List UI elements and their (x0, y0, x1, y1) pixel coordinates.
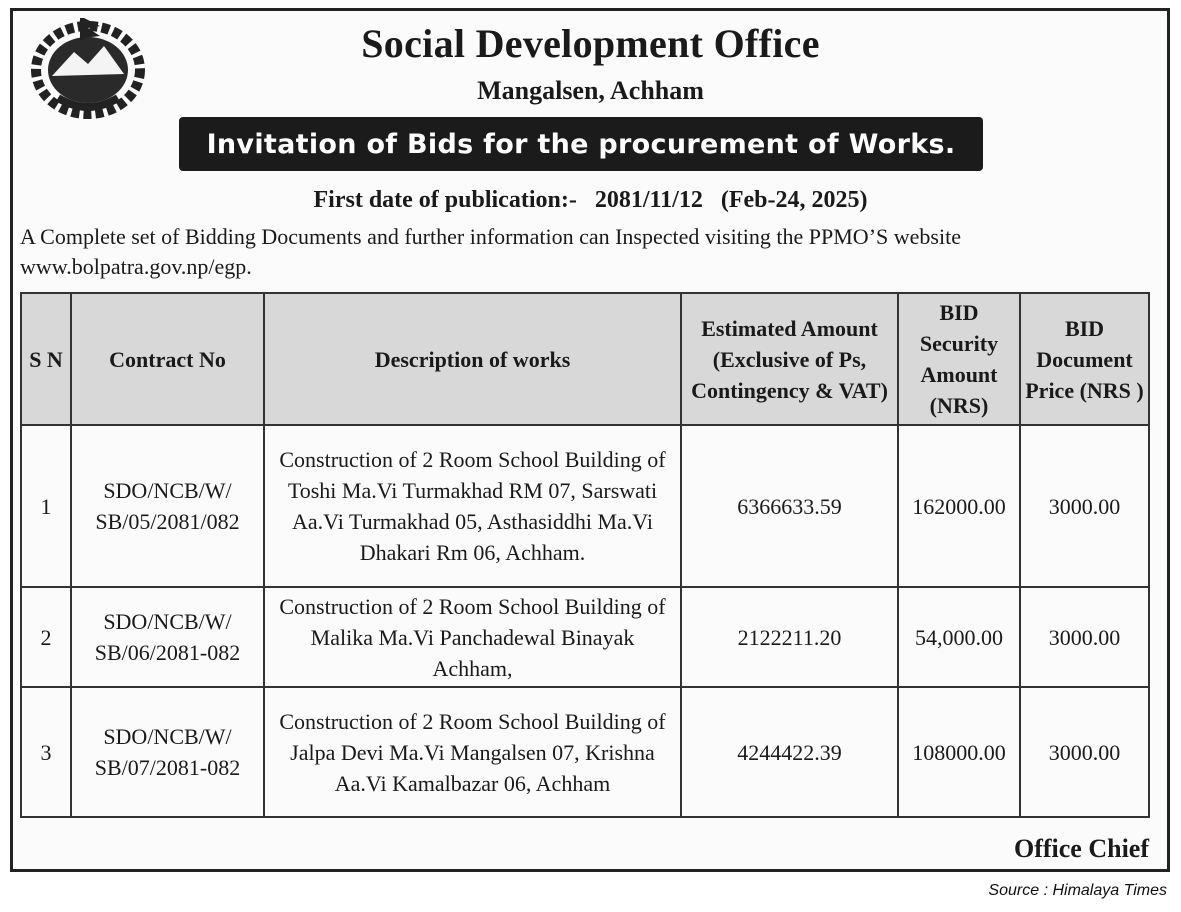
table-row (21, 687, 1149, 817)
signature-office-chief: Office Chief (1013, 834, 1149, 863)
cell-estimated-amount: 2122211.20 (681, 587, 898, 687)
bids-table (20, 292, 1150, 818)
cell-contract-no: SDO/NCB/W/ SB/07/2081-082 (71, 687, 264, 817)
cell-contract-no: SDO/NCB/W/ SB/06/2081-082 (71, 587, 264, 687)
table-row (21, 587, 1149, 687)
cell-description: Construction of 2 Room School Building of Malika Ma.Vi Panchadewal Binayak Achham, (264, 587, 681, 687)
publication-date-ad: (Feb-24, 2025) (720, 187, 868, 213)
source-credit: Source : Himalaya Times (988, 882, 1167, 899)
publication-date-line (0, 187, 1181, 214)
header-sn: S N (21, 293, 71, 425)
cell-estimated-amount: 4244422.39 (681, 687, 898, 817)
office-name: Social Development Office (361, 21, 820, 66)
cell-document-price: 3000.00 (1020, 687, 1149, 817)
cell-sn: 2 (21, 587, 71, 687)
office-location: Mangalsen, Achham (477, 76, 704, 105)
table-header-row (21, 293, 1149, 425)
cell-description: Construction of 2 Room School Building of Toshi Ma.Vi Turmakhad RM 07, Sarswati Aa.Vi Turmakhad 05, Asthasiddhi Ma.Vi Dhakari Rm 06, Achham. (264, 425, 681, 587)
cell-contract-no: SDO/NCB/W/ SB/05/2081/082 (71, 425, 264, 587)
cell-document-price: 3000.00 (1020, 587, 1149, 687)
cell-description: Construction of 2 Room School Building of Jalpa Devi Ma.Vi Mangalsen 07, Krishna Aa.Vi Kamalbazar 06, Achham (264, 687, 681, 817)
cell-bid-security: 108000.00 (898, 687, 1020, 817)
notice-title-banner: Invitation of Bids for the procurement of Works. (179, 117, 983, 171)
cell-sn: 3 (21, 687, 71, 817)
bidding-info-text: A Complete set of Bidding Documents and further information can Inspected visiting the PPMO’S website www.bolpatra.gov.np/egp. (20, 224, 961, 279)
header-description: Description of works (264, 293, 681, 425)
cell-bid-security: 162000.00 (898, 425, 1020, 587)
header-bid-security: BID Security Amount (NRS) (898, 293, 1020, 425)
table-row (21, 425, 1149, 587)
publication-date-bs: 2081/11/12 (594, 187, 703, 213)
cell-estimated-amount: 6366633.59 (681, 425, 898, 587)
cell-bid-security: 54,000.00 (898, 587, 1020, 687)
header-estimated-amount: Estimated Amount (Exclusive of Ps, Contingency & VAT) (681, 293, 898, 425)
cell-sn: 1 (21, 425, 71, 587)
publication-label: First date of publication:- (313, 187, 577, 213)
cell-document-price: 3000.00 (1020, 425, 1149, 587)
header-document-price: BID Document Price (NRS ) (1020, 293, 1149, 425)
header-contract-no: Contract No (71, 293, 264, 425)
